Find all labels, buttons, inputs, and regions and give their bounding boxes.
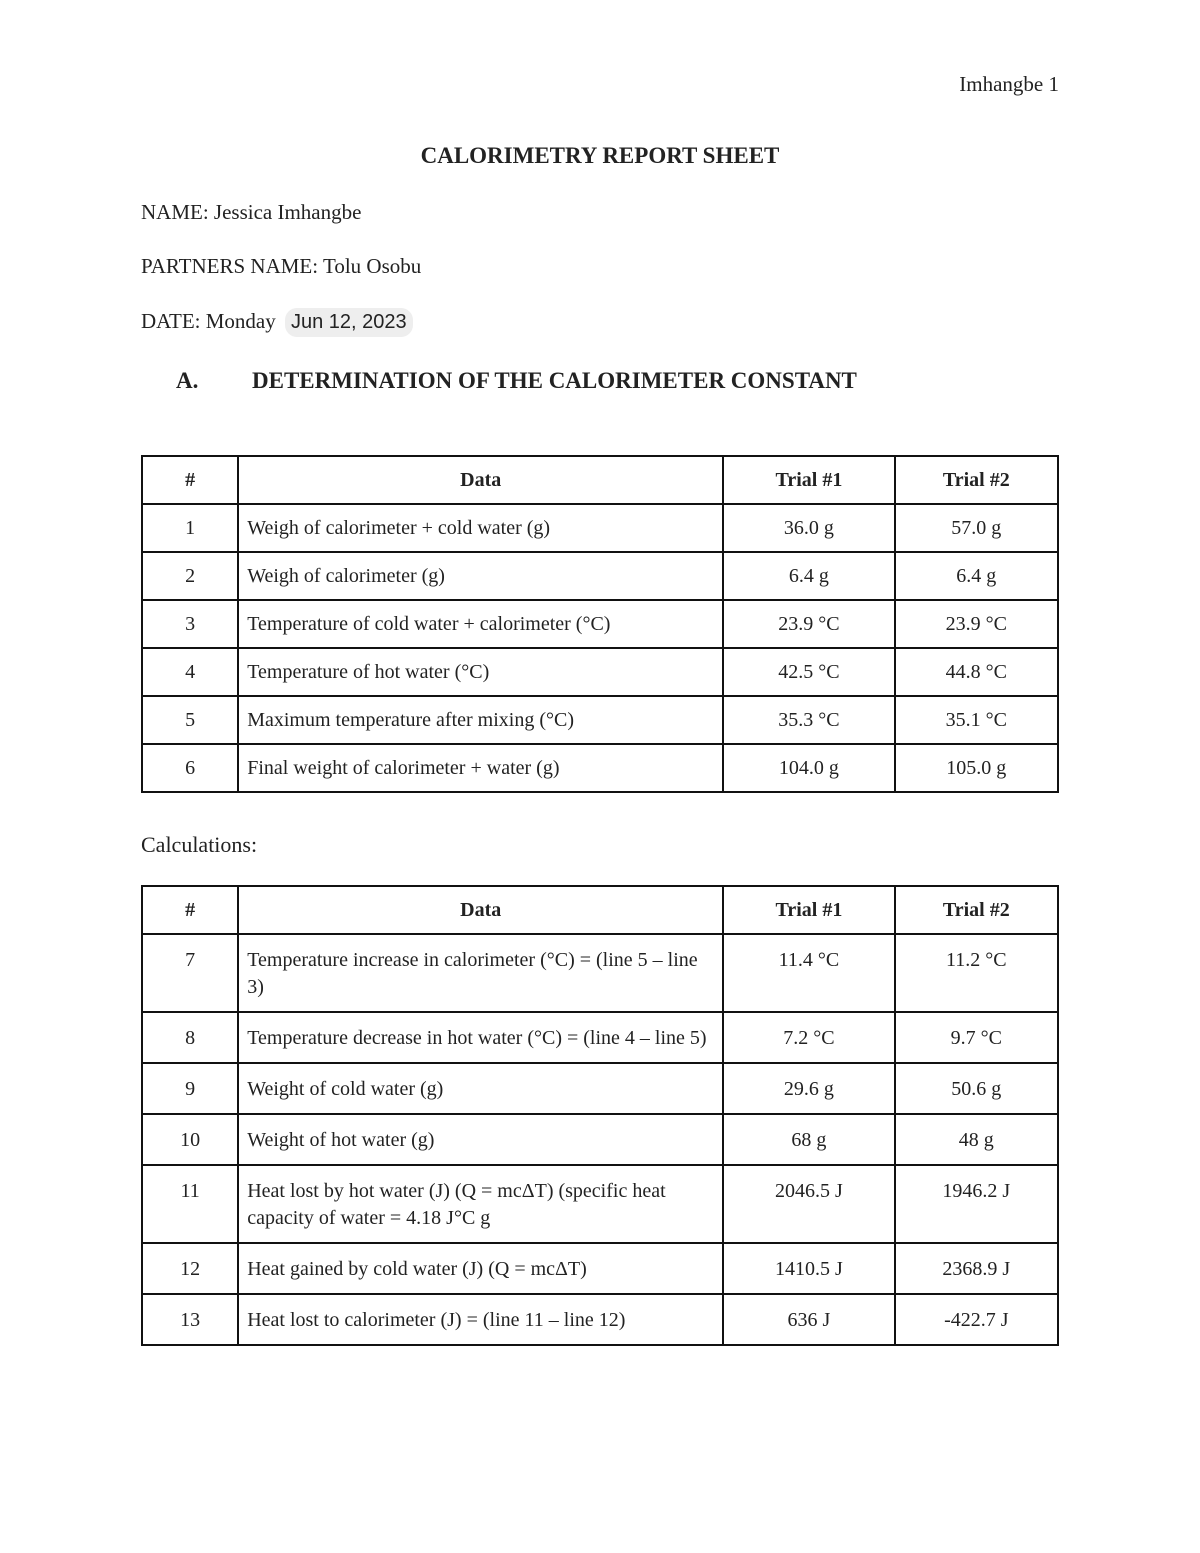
trial2-value: 105.0 g (895, 744, 1058, 792)
table-header-row (142, 456, 1058, 504)
trial2-value: 9.7 °C (895, 1012, 1058, 1063)
section-title: DETERMINATION OF THE CALORIMETER CONSTANT (252, 368, 857, 393)
table-row (142, 504, 1058, 552)
table-header-row (142, 886, 1058, 934)
column-header: Trial #1 (723, 886, 894, 934)
column-header: Data (238, 456, 723, 504)
trial2-value: 57.0 g (895, 504, 1058, 552)
row-description: Temperature of cold water + calorimeter (°C) (238, 600, 723, 648)
trial1-value: 68 g (723, 1114, 894, 1165)
table-row (142, 648, 1058, 696)
page-title: CALORIMETRY REPORT SHEET (420, 143, 780, 168)
date-chip[interactable]: Jun 12, 2023 (285, 308, 413, 337)
trial1-value: 23.9 °C (723, 600, 894, 648)
row-description: Weight of hot water (g) (238, 1114, 723, 1165)
trial1-value: 35.3 °C (723, 696, 894, 744)
trial2-value: 50.6 g (895, 1063, 1058, 1114)
trial1-value: 6.4 g (723, 552, 894, 600)
table-row (142, 552, 1058, 600)
section-letter: A. (176, 368, 199, 393)
trial1-value: 11.4 °C (723, 934, 894, 1012)
row-number: 3 (142, 600, 238, 648)
name-field: NAME: Jessica Imhangbe (141, 200, 362, 224)
trial1-value: 42.5 °C (723, 648, 894, 696)
table-row (142, 1063, 1058, 1114)
date-field (141, 309, 413, 334)
measurements-table (141, 455, 1059, 793)
row-description: Temperature decrease in hot water (°C) = (line 4 – line 5) (238, 1012, 723, 1063)
table-row (142, 1294, 1058, 1345)
row-description: Heat lost by hot water (J) (Q = mcΔT) (specific heat capacity of water = 4.18 J°C g (238, 1165, 723, 1243)
date-label: DATE: Monday (141, 309, 276, 333)
trial2-value: 35.1 °C (895, 696, 1058, 744)
trial2-value: -422.7 J (895, 1294, 1058, 1345)
trial2-value: 2368.9 J (895, 1243, 1058, 1294)
trial1-value: 1410.5 J (723, 1243, 894, 1294)
table-row (142, 1165, 1058, 1243)
trial1-value: 104.0 g (723, 744, 894, 792)
row-description: Weigh of calorimeter (g) (238, 552, 723, 600)
trial2-value: 11.2 °C (895, 934, 1058, 1012)
section-heading (176, 368, 857, 394)
trial1-value: 29.6 g (723, 1063, 894, 1114)
row-description: Maximum temperature after mixing (°C) (238, 696, 723, 744)
row-number: 7 (142, 934, 238, 1012)
table-row (142, 1012, 1058, 1063)
trial1-value: 636 J (723, 1294, 894, 1345)
row-number: 2 (142, 552, 238, 600)
row-number: 10 (142, 1114, 238, 1165)
row-number: 13 (142, 1294, 238, 1345)
row-description: Heat gained by cold water (J) (Q = mcΔT) (238, 1243, 723, 1294)
column-header: Trial #2 (895, 886, 1058, 934)
column-header: Trial #2 (895, 456, 1058, 504)
trial1-value: 36.0 g (723, 504, 894, 552)
calculations-heading: Calculations: (141, 832, 258, 857)
table-row (142, 934, 1058, 1012)
row-number: 4 (142, 648, 238, 696)
row-number: 8 (142, 1012, 238, 1063)
trial1-value: 2046.5 J (723, 1165, 894, 1243)
trial2-value: 48 g (895, 1114, 1058, 1165)
row-number: 1 (142, 504, 238, 552)
table-row (142, 1243, 1058, 1294)
trial2-value: 6.4 g (895, 552, 1058, 600)
row-description: Heat lost to calorimeter (J) = (line 11 – line 12) (238, 1294, 723, 1345)
table-row (142, 744, 1058, 792)
column-header: Trial #1 (723, 456, 894, 504)
row-number: 5 (142, 696, 238, 744)
table-row (142, 696, 1058, 744)
calculations-table (141, 885, 1059, 1346)
row-description: Temperature increase in calorimeter (°C) = (line 5 – line 3) (238, 934, 723, 1012)
trial1-value: 7.2 °C (723, 1012, 894, 1063)
trial2-value: 1946.2 J (895, 1165, 1058, 1243)
partners-field: PARTNERS NAME: Tolu Osobu (141, 254, 422, 278)
trial2-value: 23.9 °C (895, 600, 1058, 648)
row-number: 9 (142, 1063, 238, 1114)
row-number: 12 (142, 1243, 238, 1294)
column-header: # (142, 886, 238, 934)
column-header: Data (238, 886, 723, 934)
trial2-value: 44.8 °C (895, 648, 1058, 696)
row-description: Weigh of calorimeter + cold water (g) (238, 504, 723, 552)
table-row (142, 600, 1058, 648)
table-row (142, 1114, 1058, 1165)
row-description: Weight of cold water (g) (238, 1063, 723, 1114)
row-description: Temperature of hot water (°C) (238, 648, 723, 696)
running-head: Imhangbe 1 (959, 72, 1059, 96)
column-header: # (142, 456, 238, 504)
row-number: 11 (142, 1165, 238, 1243)
row-description: Final weight of calorimeter + water (g) (238, 744, 723, 792)
row-number: 6 (142, 744, 238, 792)
